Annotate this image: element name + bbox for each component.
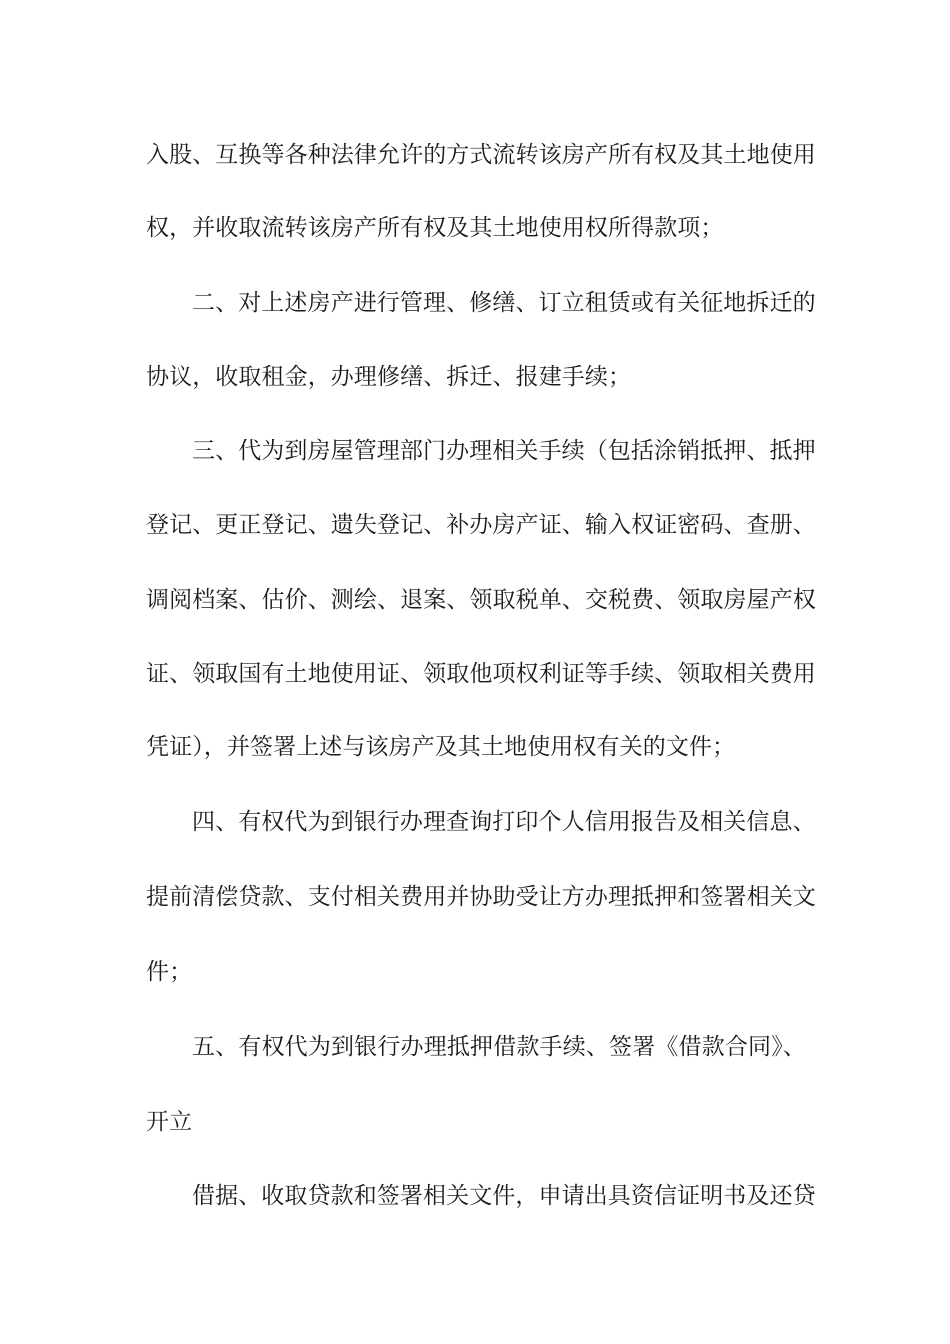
- text-line: 登记、更正登记、遗失登记、补办房产证、输入权证密码、查册、: [146, 512, 816, 538]
- text-line: 凭证），并签署上述与该房产及其土地使用权有关的文件；: [146, 734, 736, 760]
- text-line: 调阅档案、估价、测绘、退案、领取税单、交税费、领取房屋产权: [146, 587, 816, 613]
- text-line: 提前清偿贷款、支付相关费用并协助受让方办理抵押和签署相关文: [146, 884, 816, 910]
- text-line: 件；: [146, 959, 193, 985]
- text-line: 权，并收取流转该房产所有权及其土地使用权所得款项；: [146, 215, 724, 241]
- text-line: 证、领取国有土地使用证、领取他项权利证等手续、领取相关费用: [146, 661, 816, 687]
- text-line: 三、代为到房屋管理部门办理相关手续（包括涂销抵押、抵押: [192, 438, 816, 464]
- text-line: 入股、互换等各种法律允许的方式流转该房产所有权及其土地使用: [146, 142, 816, 168]
- text-line: 开立: [146, 1109, 193, 1135]
- text-line: 二、对上述房产进行管理、修缮、订立租赁或有关征地拆迁的: [192, 290, 816, 316]
- text-line: 五、有权代为到银行办理抵押借款手续、签署《借款合同》、: [192, 1034, 806, 1060]
- text-line: 协议，收取租金，办理修缮、拆迁、报建手续；: [146, 364, 632, 390]
- text-line: 四、有权代为到银行办理查询打印个人信用报告及相关信息、: [192, 809, 816, 835]
- text-line: 借据、收取贷款和签署相关文件，申请出具资信证明书及还贷: [192, 1183, 816, 1209]
